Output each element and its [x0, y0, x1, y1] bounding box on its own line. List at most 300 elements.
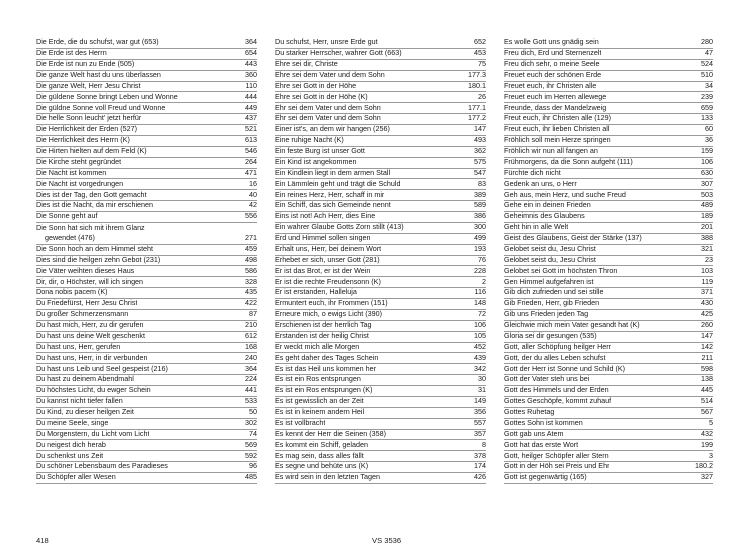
- index-entry: [275, 147, 486, 158]
- hymn-title: Du hast zu deinem Abendmahl: [36, 375, 134, 384]
- hymn-number: 432: [701, 429, 713, 438]
- hymn-title: Gott in der Höh sei Preis und Ehr: [504, 462, 610, 471]
- hymn-title: Gottes Geschöpfe, kommt zuhauf: [504, 396, 612, 406]
- index-entry: [275, 136, 486, 147]
- hymn-title: Ehr sei dem Vater und dem Sohn: [275, 114, 381, 123]
- index-entry: [36, 473, 257, 484]
- index-entry: [275, 321, 486, 332]
- hymn-title: Geht hin in alle Welt: [504, 222, 569, 232]
- hymn-number: 443: [245, 59, 257, 69]
- index-entry: [504, 430, 713, 441]
- index-entry: [36, 397, 257, 408]
- index-entry: [504, 451, 713, 462]
- index-entry: [36, 321, 257, 332]
- hymn-number: 493: [474, 135, 486, 145]
- hymn-title: Geist des Glaubens, Geist der Stärke (137): [504, 233, 642, 243]
- index-entry: [504, 92, 713, 103]
- hymn-number: 42: [249, 201, 257, 210]
- hymn-number: 439: [474, 353, 486, 362]
- hymn-number: 148: [474, 299, 486, 308]
- index-entry: [275, 49, 486, 60]
- index-entry: [36, 256, 257, 267]
- hymn-title: Gelobet seist du, Jesu Christ: [504, 244, 596, 253]
- index-entry: [504, 299, 713, 310]
- index-entry: [504, 408, 713, 419]
- hymn-number: 503: [701, 190, 713, 199]
- hymn-number: 105: [474, 331, 486, 340]
- hymn-number: 521: [245, 125, 257, 134]
- index-entry: [275, 169, 486, 180]
- hymn-title: Es wolle Gott uns gnädig sein: [504, 38, 599, 47]
- index-entry: [275, 125, 486, 136]
- index-entry: [275, 179, 486, 190]
- index-entry: [504, 364, 713, 375]
- index-entry: [504, 440, 713, 451]
- hymn-title: Er ist das Brot, er ist der Wein: [275, 266, 371, 275]
- hymn-title: Es ist vollbracht: [275, 418, 326, 427]
- index-entry: [36, 375, 257, 386]
- hymn-number: 72: [478, 309, 486, 319]
- hymn-number: 307: [701, 179, 713, 188]
- hymn-title: Du hast uns, Herr, gerufen: [36, 342, 121, 351]
- index-entry: [504, 245, 713, 256]
- hymn-title: Die ganze Welt, Herr Jesu Christ: [36, 81, 141, 90]
- hymn-number: 425: [701, 309, 713, 319]
- hymn-number: 5: [709, 418, 713, 427]
- hymn-number: 201: [701, 222, 713, 232]
- hymn-title: Dona nobis pacem (K): [36, 288, 108, 297]
- index-entry: [36, 38, 257, 49]
- hymn-title: Ermuntert euch, ihr Frommen (151): [275, 299, 388, 308]
- hymn-number: 546: [245, 146, 257, 156]
- hymn-number: 533: [245, 396, 257, 406]
- hymn-title: Freu dich, Erd und Sternenzelt: [504, 48, 602, 58]
- hymn-number: 592: [245, 451, 257, 460]
- hymn-title: Gen Himmel aufgefahren ist: [504, 277, 594, 286]
- hymn-number: 30: [478, 375, 486, 384]
- index-entry: [275, 288, 486, 299]
- hymn-title: Du schufst, Herr, unsre Erde gut: [275, 38, 378, 47]
- index-entry: [36, 158, 257, 169]
- hymn-title: Eine ruhige Nacht (K): [275, 135, 344, 145]
- hymn-number: 556: [245, 212, 257, 221]
- index-entry: [275, 223, 486, 234]
- hymn-number: 459: [245, 244, 257, 253]
- hymn-number: 356: [474, 407, 486, 417]
- hymn-number: 302: [245, 418, 257, 427]
- hymn-number: 2: [482, 277, 486, 286]
- hymn-title: Du höchstes Licht, du ewger Schein: [36, 386, 151, 395]
- hymn-number: 557: [474, 418, 486, 427]
- hymn-number: 371: [701, 288, 713, 297]
- hymn-title: Es ist gewisslich an der Zeit: [275, 396, 364, 406]
- index-entry: [504, 147, 713, 158]
- hymn-title: Du Kind, zu dieser heilgen Zeit: [36, 407, 134, 417]
- hymn-number: 83: [478, 179, 486, 188]
- index-entry: [504, 103, 713, 114]
- index-column-2: [275, 38, 486, 484]
- index-entry: [275, 245, 486, 256]
- hymn-title: Er weckt mich alle Morgen: [275, 342, 360, 351]
- index-entry: [36, 136, 257, 147]
- hymn-number: 498: [245, 255, 257, 264]
- hymn-title: Die Erde, die du schufst, war gut (653): [36, 38, 159, 47]
- index-entry: [36, 353, 257, 364]
- hymn-number: 586: [245, 266, 257, 275]
- index-entry: [275, 256, 486, 267]
- hymn-number: 567: [701, 407, 713, 417]
- hymn-number: 147: [474, 125, 486, 134]
- hymn-number: 149: [474, 396, 486, 406]
- index-column-3: [504, 38, 713, 484]
- hymn-title: Dies ist der Tag, den Gott gemacht: [36, 190, 147, 199]
- hymn-number: 116: [474, 288, 486, 297]
- hymn-number: 193: [474, 244, 486, 253]
- hymn-title: Gott ist gegenwärtig (165): [504, 473, 587, 482]
- index-column-1: [36, 38, 257, 484]
- hymn-number: 87: [249, 309, 257, 319]
- hymn-title: Ein Kindlein liegt in dem armen Stall: [275, 168, 391, 177]
- hymn-number: 142: [701, 342, 713, 351]
- hymn-title: Fröhlich wir nun all fangen an: [504, 146, 598, 156]
- hymn-number: 36: [705, 135, 713, 145]
- hymn-number: 23: [705, 255, 713, 264]
- hymn-number: 159: [701, 146, 713, 156]
- hymn-number: 228: [474, 266, 486, 275]
- index-entry: [504, 190, 713, 201]
- hymn-title: Die Sonne geht auf: [36, 212, 98, 221]
- index-entry: [275, 82, 486, 93]
- hymn-number: 362: [474, 146, 486, 156]
- index-entry: [36, 408, 257, 419]
- hymn-number: 168: [245, 342, 257, 351]
- index-entry: [504, 419, 713, 430]
- hymn-title: Einer ist's, an dem wir hangen (256): [275, 125, 390, 134]
- index-entry: [275, 462, 486, 473]
- hymn-title: Die Sonn hoch an dem Himmel steht: [36, 244, 154, 253]
- index-entry: [36, 440, 257, 451]
- index-entry: [36, 430, 257, 441]
- hymn-number: 426: [474, 473, 486, 482]
- index-entry: [275, 92, 486, 103]
- hymn-title: Ehre sei Gott in der Höhe (K): [275, 92, 368, 101]
- hymn-number: 471: [245, 168, 257, 177]
- index-entry: [275, 60, 486, 71]
- hymn-number: 364: [245, 364, 257, 373]
- index-entry: [275, 190, 486, 201]
- hymn-title: Du hast mich, Herr, zu dir gerufen: [36, 320, 144, 330]
- hymn-title: Die helle Sonn leucht' jetzt herfür: [36, 114, 142, 123]
- index-entry: [504, 332, 713, 343]
- index-entry: [275, 408, 486, 419]
- index-entry: [275, 201, 486, 212]
- index-entry: [275, 440, 486, 451]
- index-entry: [504, 310, 713, 321]
- hymn-number: 630: [701, 168, 713, 177]
- hymn-title: Es ist ein Ros entsprungen (K): [275, 386, 373, 395]
- hymn-title: Die Erde ist nun zu Ende (505): [36, 59, 135, 69]
- hymn-title: Gott der Vater steh uns bei: [504, 375, 590, 384]
- hymn-number: 240: [245, 353, 257, 362]
- hymn-title: Die ganze Welt hast du uns überlassen: [36, 70, 161, 79]
- index-entry: [504, 169, 713, 180]
- hymn-number: 133: [701, 114, 713, 123]
- index-entry: [36, 223, 257, 234]
- hymn-title: Freunde, dass der Mandelzweig: [504, 103, 607, 112]
- hymn-title: Gloria sei dir gesungen (535): [504, 331, 597, 340]
- hymn-number: 342: [474, 364, 486, 373]
- index-entry: [504, 288, 713, 299]
- hymn-title: Gelobet seist du, Jesu Christ: [504, 255, 596, 264]
- hymn-title: Freuet euch im Herren allewege: [504, 92, 607, 101]
- hymn-number: 74: [249, 429, 257, 438]
- index-entry: [275, 277, 486, 288]
- index-entry: [36, 169, 257, 180]
- hymn-number: 654: [245, 48, 257, 58]
- hymn-title: Du Schöpfer aller Wesen: [36, 473, 116, 482]
- hymn-number: 300: [474, 222, 486, 232]
- hymn-title: Die güldne Sonne voll Freud und Wonne: [36, 103, 166, 112]
- hymn-number: 453: [474, 48, 486, 58]
- hymn-title: Ein feste Burg ist unser Gott: [275, 146, 365, 156]
- index-entry: [275, 103, 486, 114]
- hymn-number: 210: [245, 320, 257, 330]
- hymn-title: Gedenk an uns, o Herr: [504, 179, 577, 188]
- hymn-title: Freuet euch, ihr Christen alle: [504, 81, 597, 90]
- hymn-title: Ein Kind ist angekommen: [275, 157, 357, 166]
- hymn-number: 8: [482, 440, 486, 449]
- hymn-title: Er ist erstanden, Halleluja: [275, 288, 357, 297]
- hymn-number: 499: [474, 233, 486, 243]
- hymn-title: Du schöner Lebensbaum des Paradieses: [36, 462, 168, 471]
- index-entry: [36, 60, 257, 71]
- index-entry: [275, 375, 486, 386]
- hymn-number: 224: [245, 375, 257, 384]
- index-entry: [36, 103, 257, 114]
- hymn-title: Du neigest dich herab: [36, 440, 106, 449]
- hymn-title: Es geht daher des Tages Schein: [275, 353, 379, 362]
- hymn-number: 180.1: [468, 81, 486, 90]
- index-entry: [275, 332, 486, 343]
- hymn-number: 177.2: [468, 114, 486, 123]
- index-entry: [504, 321, 713, 332]
- hymn-title: Gott, heilger Schöpfer aller Stern: [504, 451, 609, 460]
- index-entry: [36, 125, 257, 136]
- hymn-number: 147: [701, 331, 713, 340]
- index-entry: [504, 256, 713, 267]
- hymn-number: 96: [249, 462, 257, 471]
- index-entry: [36, 419, 257, 430]
- hymn-title: Du meine Seele, singe: [36, 418, 109, 427]
- hymn-number: 260: [701, 320, 713, 330]
- hymn-number: 441: [245, 386, 257, 395]
- index-entry: [504, 38, 713, 49]
- hymn-number: 360: [245, 70, 257, 79]
- hymn-number: 177.1: [468, 103, 486, 112]
- hymn-number: 389: [474, 190, 486, 199]
- hymn-title: Er ist die rechte Freudensonn (K): [275, 277, 381, 286]
- hymn-number: 199: [701, 440, 713, 449]
- hymn-number: 575: [474, 157, 486, 166]
- hymn-number: 444: [245, 92, 257, 101]
- hymn-number: 180.2: [695, 462, 713, 471]
- index-entry: [504, 158, 713, 169]
- hymn-title: Dir, dir, o Höchster, will ich singen: [36, 277, 144, 286]
- hymn-title: Es kommt ein Schiff, geladen: [275, 440, 368, 449]
- hymn-number: 103: [701, 266, 713, 275]
- hymn-number: 388: [701, 233, 713, 243]
- hymn-title: Fröhlich soll mein Herze springen: [504, 135, 611, 145]
- hymn-number: 449: [245, 103, 257, 112]
- hymn-number: 60: [705, 125, 713, 134]
- hymn-number: 271: [245, 233, 257, 243]
- hymn-number: 264: [245, 157, 257, 166]
- index-entry: [36, 71, 257, 82]
- hymn-title: Gib Frieden, Herr, gib Frieden: [504, 299, 600, 308]
- page-number: 418: [36, 536, 49, 545]
- hymn-title: Erstanden ist der heilig Christ: [275, 331, 369, 340]
- hymn-title: Du hast uns, Herr, in dir verbunden: [36, 353, 148, 362]
- hymn-number: 430: [701, 299, 713, 308]
- index-entry: [36, 201, 257, 212]
- index-entry: [504, 234, 713, 245]
- hymn-number: 16: [249, 179, 257, 188]
- index-entry: [504, 277, 713, 288]
- index-entry: [36, 92, 257, 103]
- hymn-title: Ein reines Herz, Herr, schaff in mir: [275, 190, 385, 199]
- hymn-number: 613: [245, 135, 257, 145]
- index-entry: [275, 397, 486, 408]
- index-entry: [36, 179, 257, 190]
- hymn-title: Erneure mich, o ewigs Licht (390): [275, 309, 383, 319]
- index-entry: [275, 158, 486, 169]
- hymn-number: 435: [245, 288, 257, 297]
- hymn-title: Es wird sein in den letzten Tagen: [275, 473, 380, 482]
- hymn-title: Gib uns Frieden jeden Tag: [504, 309, 589, 319]
- hymn-number: 34: [705, 81, 713, 90]
- hymn-number: 321: [701, 244, 713, 253]
- index-entry: [504, 114, 713, 125]
- index-entry: [275, 310, 486, 321]
- index-entry: [36, 343, 257, 354]
- hymn-title: Du hast uns Leib und Seel gespeist (216): [36, 364, 168, 373]
- hymn-number: 177.3: [468, 70, 486, 79]
- hymn-number: 138: [701, 375, 713, 384]
- hymn-number: 422: [245, 299, 257, 308]
- hymn-title: Es mag sein, dass alles fällt: [275, 451, 364, 460]
- print-code: VS 3536: [372, 536, 402, 545]
- hymn-title: Freut euch, ihr lieben Christen all: [504, 125, 610, 134]
- index-entry: [504, 212, 713, 223]
- hymn-title: Gleichwie mich mein Vater gesandt hat (K): [504, 320, 640, 330]
- hymn-number: 110: [245, 81, 257, 90]
- hymn-title: Gottes Ruhetag: [504, 407, 555, 417]
- hymn-title: Gott der Herr ist Sonne und Schild (K): [504, 364, 626, 373]
- index-entry: [36, 147, 257, 158]
- index-entry: [275, 38, 486, 49]
- hymn-number: 31: [478, 386, 486, 395]
- index-entry: [504, 266, 713, 277]
- hymn-title: Gott des Himmels und der Erden: [504, 386, 609, 395]
- hymn-number: 75: [478, 59, 486, 69]
- hymn-number: 189: [701, 212, 713, 221]
- hymn-number: 106: [701, 157, 713, 166]
- hymn-title: Gott gab uns Atem: [504, 429, 564, 438]
- hymn-title: Du schenkst uns Zeit: [36, 451, 104, 460]
- hymn-number: 437: [245, 114, 257, 123]
- hymn-title: gewendet (476): [45, 233, 95, 243]
- hymn-number: 524: [701, 59, 713, 69]
- index-entry: [36, 114, 257, 125]
- hymn-title: Freuet euch der schönen Erde: [504, 70, 602, 79]
- hymn-title: Frühmorgens, da die Sonn aufgeht (111): [504, 157, 633, 166]
- index-entry: [504, 473, 713, 484]
- hymn-title: Du großer Schmerzensmann: [36, 309, 129, 319]
- hymn-title: Die Hirten hielten auf dem Feld (K): [36, 146, 147, 156]
- hymn-number: 50: [249, 407, 257, 417]
- hymn-number: 652: [474, 38, 486, 47]
- hymn-title: Die Herrlichkeit der Erden (527): [36, 125, 138, 134]
- hymn-title: Gehe ein in deinen Frieden: [504, 201, 591, 210]
- hymn-number: 510: [701, 70, 713, 79]
- index-entry: [275, 71, 486, 82]
- hymn-number: 40: [249, 190, 257, 199]
- index-entry: [36, 451, 257, 462]
- index-entry: [36, 299, 257, 310]
- hymn-title: Es segne und behüte uns (K): [275, 462, 369, 471]
- hymn-number: 211: [701, 353, 713, 362]
- hymn-title: Eins ist not! Ach Herr, dies Eine: [275, 212, 376, 221]
- hymn-title: Die güldene Sonne bringt Leben und Wonne: [36, 92, 178, 101]
- hymn-title: Geh aus, mein Herz, und suche Freud: [504, 190, 626, 199]
- index-entry: [36, 82, 257, 93]
- hymn-number: 598: [701, 364, 713, 373]
- hymn-number: 445: [701, 386, 713, 395]
- hymn-title: Gelobet sei Gott im höchsten Thron: [504, 266, 618, 275]
- index-entry: [504, 223, 713, 234]
- hymn-title: Ein wahrer Glaube Gotts Zorn stillt (413): [275, 222, 404, 232]
- hymn-number: 514: [701, 396, 713, 406]
- hymn-title: Es kennt der Herr die Seinen (358): [275, 429, 387, 438]
- hymn-number: 547: [474, 168, 486, 177]
- hymn-title: Erhebet er sich, unser Gott (281): [275, 255, 380, 264]
- hymn-title: Die Väter weihten dieses Haus: [36, 266, 135, 275]
- hymn-number: 119: [701, 277, 713, 286]
- hymn-number: 569: [245, 440, 257, 449]
- index-entry: [275, 114, 486, 125]
- index-entry: [504, 71, 713, 82]
- index-entry: [275, 299, 486, 310]
- index-entry: [504, 60, 713, 71]
- hymn-title: Du Friedefürst, Herr Jesu Christ: [36, 299, 138, 308]
- index-entry: [504, 136, 713, 147]
- hymn-title: Die Erde ist des Herrn: [36, 48, 107, 58]
- hymn-title: Du starker Herrscher, wahrer Gott (663): [275, 48, 402, 58]
- index-entry: [36, 332, 257, 343]
- index-entry: [36, 234, 257, 245]
- index-entry: [504, 49, 713, 60]
- index-entry: [36, 245, 257, 256]
- index-entry: [275, 364, 486, 375]
- index-entry: [36, 212, 257, 223]
- hymn-title: Die Nacht ist vorgedrungen: [36, 179, 124, 188]
- hymn-number: 76: [478, 255, 486, 264]
- index-entry: [504, 375, 713, 386]
- hymn-title: Es ist ein Ros entsprungen: [275, 375, 361, 384]
- hymn-title: Freut euch, ihr Christen alle (129): [504, 114, 612, 123]
- index-entry: [504, 179, 713, 190]
- index-entry: [504, 462, 713, 473]
